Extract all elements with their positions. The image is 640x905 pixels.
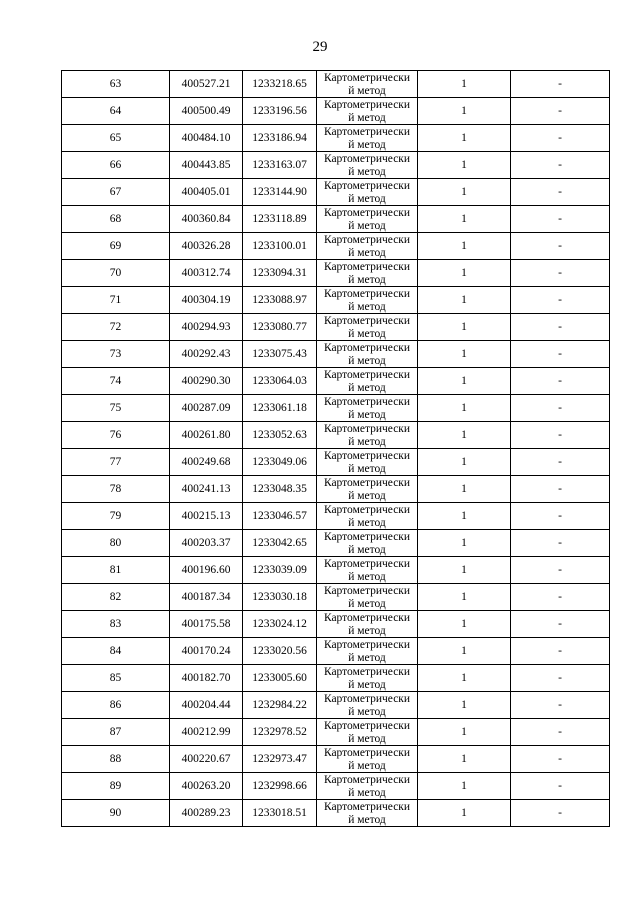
method-text-line1: Картометрически	[323, 585, 411, 597]
x-coordinate-cell: 400326.28	[170, 233, 243, 260]
y-coordinate-cell: 1233218.65	[243, 71, 317, 98]
y-coordinate-cell: 1233100.01	[243, 233, 317, 260]
y-coordinate-cell: 1233052.63	[243, 422, 317, 449]
x-coordinate-cell: 400263.20	[170, 773, 243, 800]
method-text-line2: й метод	[348, 814, 386, 826]
method-text-line2: й метод	[348, 436, 386, 448]
note-cell: -	[511, 341, 610, 368]
method-text-line1: Картометрически	[323, 450, 411, 462]
method-text-line1: Картометрически	[323, 99, 411, 111]
precision-cell: 1	[418, 368, 511, 395]
method-cell	[317, 665, 418, 692]
note-cell: -	[511, 314, 610, 341]
method-text-line2: й метод	[348, 355, 386, 367]
method-text-line2: й метод	[348, 112, 386, 124]
x-coordinate-cell: 400170.24	[170, 638, 243, 665]
precision-cell: 1	[418, 71, 511, 98]
precision-cell: 1	[418, 665, 511, 692]
table-row	[62, 530, 610, 557]
method-text-line2: й метод	[348, 625, 386, 637]
y-coordinate-cell: 1233196.56	[243, 98, 317, 125]
note-cell: -	[511, 476, 610, 503]
table-row	[62, 503, 610, 530]
method-text-line1: Картометрически	[323, 639, 411, 651]
note-cell: -	[511, 260, 610, 287]
point-number-cell: 84	[62, 638, 170, 665]
method-text-line2: й метод	[348, 490, 386, 502]
point-number-cell: 76	[62, 422, 170, 449]
table-row	[62, 260, 610, 287]
y-coordinate-cell: 1233039.09	[243, 557, 317, 584]
x-coordinate-cell: 400312.74	[170, 260, 243, 287]
y-coordinate-cell: 1233042.65	[243, 530, 317, 557]
note-cell: -	[511, 692, 610, 719]
point-number-cell: 80	[62, 530, 170, 557]
x-coordinate-cell: 400182.70	[170, 665, 243, 692]
method-text-line1: Картометрически	[323, 531, 411, 543]
method-text-line2: й метод	[348, 274, 386, 286]
method-text-line2: й метод	[348, 193, 386, 205]
point-number-cell: 83	[62, 611, 170, 638]
precision-cell: 1	[418, 557, 511, 584]
method-text-line1: Картометрически	[323, 558, 411, 570]
precision-cell: 1	[418, 746, 511, 773]
y-coordinate-cell: 1233046.57	[243, 503, 317, 530]
point-number-cell: 89	[62, 773, 170, 800]
point-number-cell: 69	[62, 233, 170, 260]
method-cell	[317, 395, 418, 422]
method-cell	[317, 476, 418, 503]
precision-cell: 1	[418, 395, 511, 422]
note-cell: -	[511, 530, 610, 557]
page-number: 29	[312, 39, 328, 55]
method-text-line2: й метод	[348, 544, 386, 556]
note-cell: -	[511, 368, 610, 395]
precision-cell: 1	[418, 449, 511, 476]
method-cell	[317, 692, 418, 719]
x-coordinate-cell: 400294.93	[170, 314, 243, 341]
note-cell: -	[511, 584, 610, 611]
note-cell: -	[511, 98, 610, 125]
table-row	[62, 395, 610, 422]
precision-cell: 1	[418, 584, 511, 611]
y-coordinate-cell: 1233005.60	[243, 665, 317, 692]
method-text-line2: й метод	[348, 463, 386, 475]
method-cell	[317, 584, 418, 611]
x-coordinate-cell: 400360.84	[170, 206, 243, 233]
method-cell	[317, 125, 418, 152]
table-row	[62, 98, 610, 125]
note-cell: -	[511, 611, 610, 638]
note-cell: -	[511, 125, 610, 152]
note-cell: -	[511, 557, 610, 584]
method-text-line2: й метод	[348, 301, 386, 313]
point-number-cell: 90	[62, 800, 170, 827]
table-row	[62, 665, 610, 692]
point-number-cell: 74	[62, 368, 170, 395]
y-coordinate-cell: 1233163.07	[243, 152, 317, 179]
method-text-line2: й метод	[348, 787, 386, 799]
y-coordinate-cell: 1233118.89	[243, 206, 317, 233]
method-text-line1: Картометрически	[323, 801, 411, 813]
precision-cell: 1	[418, 98, 511, 125]
y-coordinate-cell: 1232984.22	[243, 692, 317, 719]
method-text-line2: й метод	[348, 571, 386, 583]
point-number-cell: 78	[62, 476, 170, 503]
table-row	[62, 773, 610, 800]
precision-cell: 1	[418, 341, 511, 368]
point-number-cell: 87	[62, 719, 170, 746]
method-cell	[317, 503, 418, 530]
method-text-line2: й метод	[348, 409, 386, 421]
precision-cell: 1	[418, 422, 511, 449]
x-coordinate-cell: 400304.19	[170, 287, 243, 314]
note-cell: -	[511, 503, 610, 530]
x-coordinate-cell: 400212.99	[170, 719, 243, 746]
table-row	[62, 638, 610, 665]
y-coordinate-cell: 1232973.47	[243, 746, 317, 773]
table-row	[62, 341, 610, 368]
point-number-cell: 75	[62, 395, 170, 422]
method-cell	[317, 287, 418, 314]
point-number-cell: 85	[62, 665, 170, 692]
precision-cell: 1	[418, 287, 511, 314]
precision-cell: 1	[418, 773, 511, 800]
table-row	[62, 314, 610, 341]
point-number-cell: 65	[62, 125, 170, 152]
method-cell	[317, 341, 418, 368]
coordinates-table-body	[62, 71, 610, 827]
method-cell	[317, 800, 418, 827]
coordinates-table	[61, 70, 610, 827]
x-coordinate-cell: 400287.09	[170, 395, 243, 422]
precision-cell: 1	[418, 503, 511, 530]
precision-cell: 1	[418, 125, 511, 152]
method-text-line1: Картометрически	[323, 720, 411, 732]
method-cell	[317, 611, 418, 638]
x-coordinate-cell: 400220.67	[170, 746, 243, 773]
method-text-line1: Картометрически	[323, 612, 411, 624]
y-coordinate-cell: 1233064.03	[243, 368, 317, 395]
x-coordinate-cell: 400290.30	[170, 368, 243, 395]
precision-cell: 1	[418, 638, 511, 665]
x-coordinate-cell: 400405.01	[170, 179, 243, 206]
note-cell: -	[511, 665, 610, 692]
precision-cell: 1	[418, 179, 511, 206]
y-coordinate-cell: 1233080.77	[243, 314, 317, 341]
y-coordinate-cell: 1233094.31	[243, 260, 317, 287]
table-row	[62, 152, 610, 179]
method-text-line1: Картометрически	[323, 234, 411, 246]
method-text-line1: Картометрически	[323, 774, 411, 786]
note-cell: -	[511, 773, 610, 800]
method-text-line1: Картометрически	[323, 261, 411, 273]
precision-cell: 1	[418, 233, 511, 260]
y-coordinate-cell: 1233088.97	[243, 287, 317, 314]
y-coordinate-cell: 1233061.18	[243, 395, 317, 422]
point-number-cell: 73	[62, 341, 170, 368]
note-cell: -	[511, 395, 610, 422]
method-text-line2: й метод	[348, 382, 386, 394]
point-number-cell: 64	[62, 98, 170, 125]
method-text-line1: Картометрически	[323, 126, 411, 138]
method-text-line1: Картометрически	[323, 396, 411, 408]
method-text-line1: Картометрически	[323, 153, 411, 165]
method-cell	[317, 71, 418, 98]
x-coordinate-cell: 400484.10	[170, 125, 243, 152]
method-cell	[317, 368, 418, 395]
x-coordinate-cell: 400196.60	[170, 557, 243, 584]
method-text-line1: Картометрически	[323, 342, 411, 354]
point-number-cell: 72	[62, 314, 170, 341]
y-coordinate-cell: 1232978.52	[243, 719, 317, 746]
x-coordinate-cell: 400187.34	[170, 584, 243, 611]
method-cell	[317, 449, 418, 476]
table-row	[62, 557, 610, 584]
method-cell	[317, 557, 418, 584]
y-coordinate-cell: 1233186.94	[243, 125, 317, 152]
note-cell: -	[511, 152, 610, 179]
point-number-cell: 70	[62, 260, 170, 287]
method-text-line1: Картометрически	[323, 180, 411, 192]
table-row	[62, 611, 610, 638]
table-row	[62, 449, 610, 476]
note-cell: -	[511, 800, 610, 827]
method-text-line2: й метод	[348, 760, 386, 772]
x-coordinate-cell: 400204.44	[170, 692, 243, 719]
method-cell	[317, 233, 418, 260]
point-number-cell: 77	[62, 449, 170, 476]
x-coordinate-cell: 400443.85	[170, 152, 243, 179]
note-cell: -	[511, 422, 610, 449]
method-cell	[317, 746, 418, 773]
method-cell	[317, 422, 418, 449]
precision-cell: 1	[418, 611, 511, 638]
method-cell	[317, 719, 418, 746]
table-row	[62, 233, 610, 260]
method-text-line1: Картометрически	[323, 315, 411, 327]
x-coordinate-cell: 400203.37	[170, 530, 243, 557]
method-text-line2: й метод	[348, 247, 386, 259]
note-cell: -	[511, 233, 610, 260]
x-coordinate-cell: 400249.68	[170, 449, 243, 476]
method-text-line2: й метод	[348, 85, 386, 97]
method-text-line2: й метод	[348, 679, 386, 691]
point-number-cell: 63	[62, 71, 170, 98]
point-number-cell: 82	[62, 584, 170, 611]
method-text-line1: Картометрически	[323, 288, 411, 300]
method-text-line1: Картометрически	[323, 423, 411, 435]
method-text-line2: й метод	[348, 166, 386, 178]
table-row	[62, 584, 610, 611]
point-number-cell: 81	[62, 557, 170, 584]
precision-cell: 1	[418, 206, 511, 233]
x-coordinate-cell: 400500.49	[170, 98, 243, 125]
method-text-line1: Картометрически	[323, 504, 411, 516]
note-cell: -	[511, 287, 610, 314]
note-cell: -	[511, 71, 610, 98]
method-cell	[317, 152, 418, 179]
point-number-cell: 67	[62, 179, 170, 206]
x-coordinate-cell: 400527.21	[170, 71, 243, 98]
table-row	[62, 125, 610, 152]
method-cell	[317, 206, 418, 233]
table-row	[62, 287, 610, 314]
method-text-line1: Картометрически	[323, 747, 411, 759]
point-number-cell: 71	[62, 287, 170, 314]
method-text-line1: Картометрически	[323, 207, 411, 219]
table-row	[62, 206, 610, 233]
method-cell	[317, 98, 418, 125]
point-number-cell: 79	[62, 503, 170, 530]
precision-cell: 1	[418, 719, 511, 746]
method-text-line1: Картометрически	[323, 693, 411, 705]
x-coordinate-cell: 400261.80	[170, 422, 243, 449]
method-text-line1: Картометрически	[323, 369, 411, 381]
y-coordinate-cell: 1233030.18	[243, 584, 317, 611]
precision-cell: 1	[418, 530, 511, 557]
precision-cell: 1	[418, 692, 511, 719]
method-cell	[317, 638, 418, 665]
method-cell	[317, 530, 418, 557]
note-cell: -	[511, 719, 610, 746]
note-cell: -	[511, 179, 610, 206]
precision-cell: 1	[418, 314, 511, 341]
y-coordinate-cell: 1233048.35	[243, 476, 317, 503]
y-coordinate-cell: 1233049.06	[243, 449, 317, 476]
x-coordinate-cell: 400175.58	[170, 611, 243, 638]
method-text-line2: й метод	[348, 139, 386, 151]
table-row	[62, 719, 610, 746]
method-text-line2: й метод	[348, 652, 386, 664]
method-cell	[317, 260, 418, 287]
method-text-line2: й метод	[348, 220, 386, 232]
x-coordinate-cell: 400215.13	[170, 503, 243, 530]
y-coordinate-cell: 1233075.43	[243, 341, 317, 368]
precision-cell: 1	[418, 152, 511, 179]
point-number-cell: 68	[62, 206, 170, 233]
table-row	[62, 422, 610, 449]
method-text-line1: Картометрически	[323, 666, 411, 678]
precision-cell: 1	[418, 260, 511, 287]
y-coordinate-cell: 1233024.12	[243, 611, 317, 638]
method-text-line2: й метод	[348, 328, 386, 340]
table-row	[62, 476, 610, 503]
table-row	[62, 746, 610, 773]
table-row	[62, 368, 610, 395]
method-text-line2: й метод	[348, 706, 386, 718]
precision-cell: 1	[418, 800, 511, 827]
point-number-cell: 88	[62, 746, 170, 773]
x-coordinate-cell: 400241.13	[170, 476, 243, 503]
y-coordinate-cell: 1233020.56	[243, 638, 317, 665]
method-text-line2: й метод	[348, 517, 386, 529]
table-row	[62, 71, 610, 98]
method-text-line1: Картометрически	[323, 72, 411, 84]
note-cell: -	[511, 746, 610, 773]
table-row	[62, 692, 610, 719]
x-coordinate-cell: 400289.23	[170, 800, 243, 827]
method-text-line2: й метод	[348, 733, 386, 745]
point-number-cell: 66	[62, 152, 170, 179]
method-cell	[317, 773, 418, 800]
y-coordinate-cell: 1233018.51	[243, 800, 317, 827]
method-text-line1: Картометрически	[323, 477, 411, 489]
note-cell: -	[511, 638, 610, 665]
note-cell: -	[511, 206, 610, 233]
y-coordinate-cell: 1233144.90	[243, 179, 317, 206]
method-cell	[317, 314, 418, 341]
precision-cell: 1	[418, 476, 511, 503]
point-number-cell: 86	[62, 692, 170, 719]
table-row	[62, 800, 610, 827]
x-coordinate-cell: 400292.43	[170, 341, 243, 368]
note-cell: -	[511, 449, 610, 476]
method-text-line2: й метод	[348, 598, 386, 610]
method-cell	[317, 179, 418, 206]
table-row	[62, 179, 610, 206]
y-coordinate-cell: 1232998.66	[243, 773, 317, 800]
